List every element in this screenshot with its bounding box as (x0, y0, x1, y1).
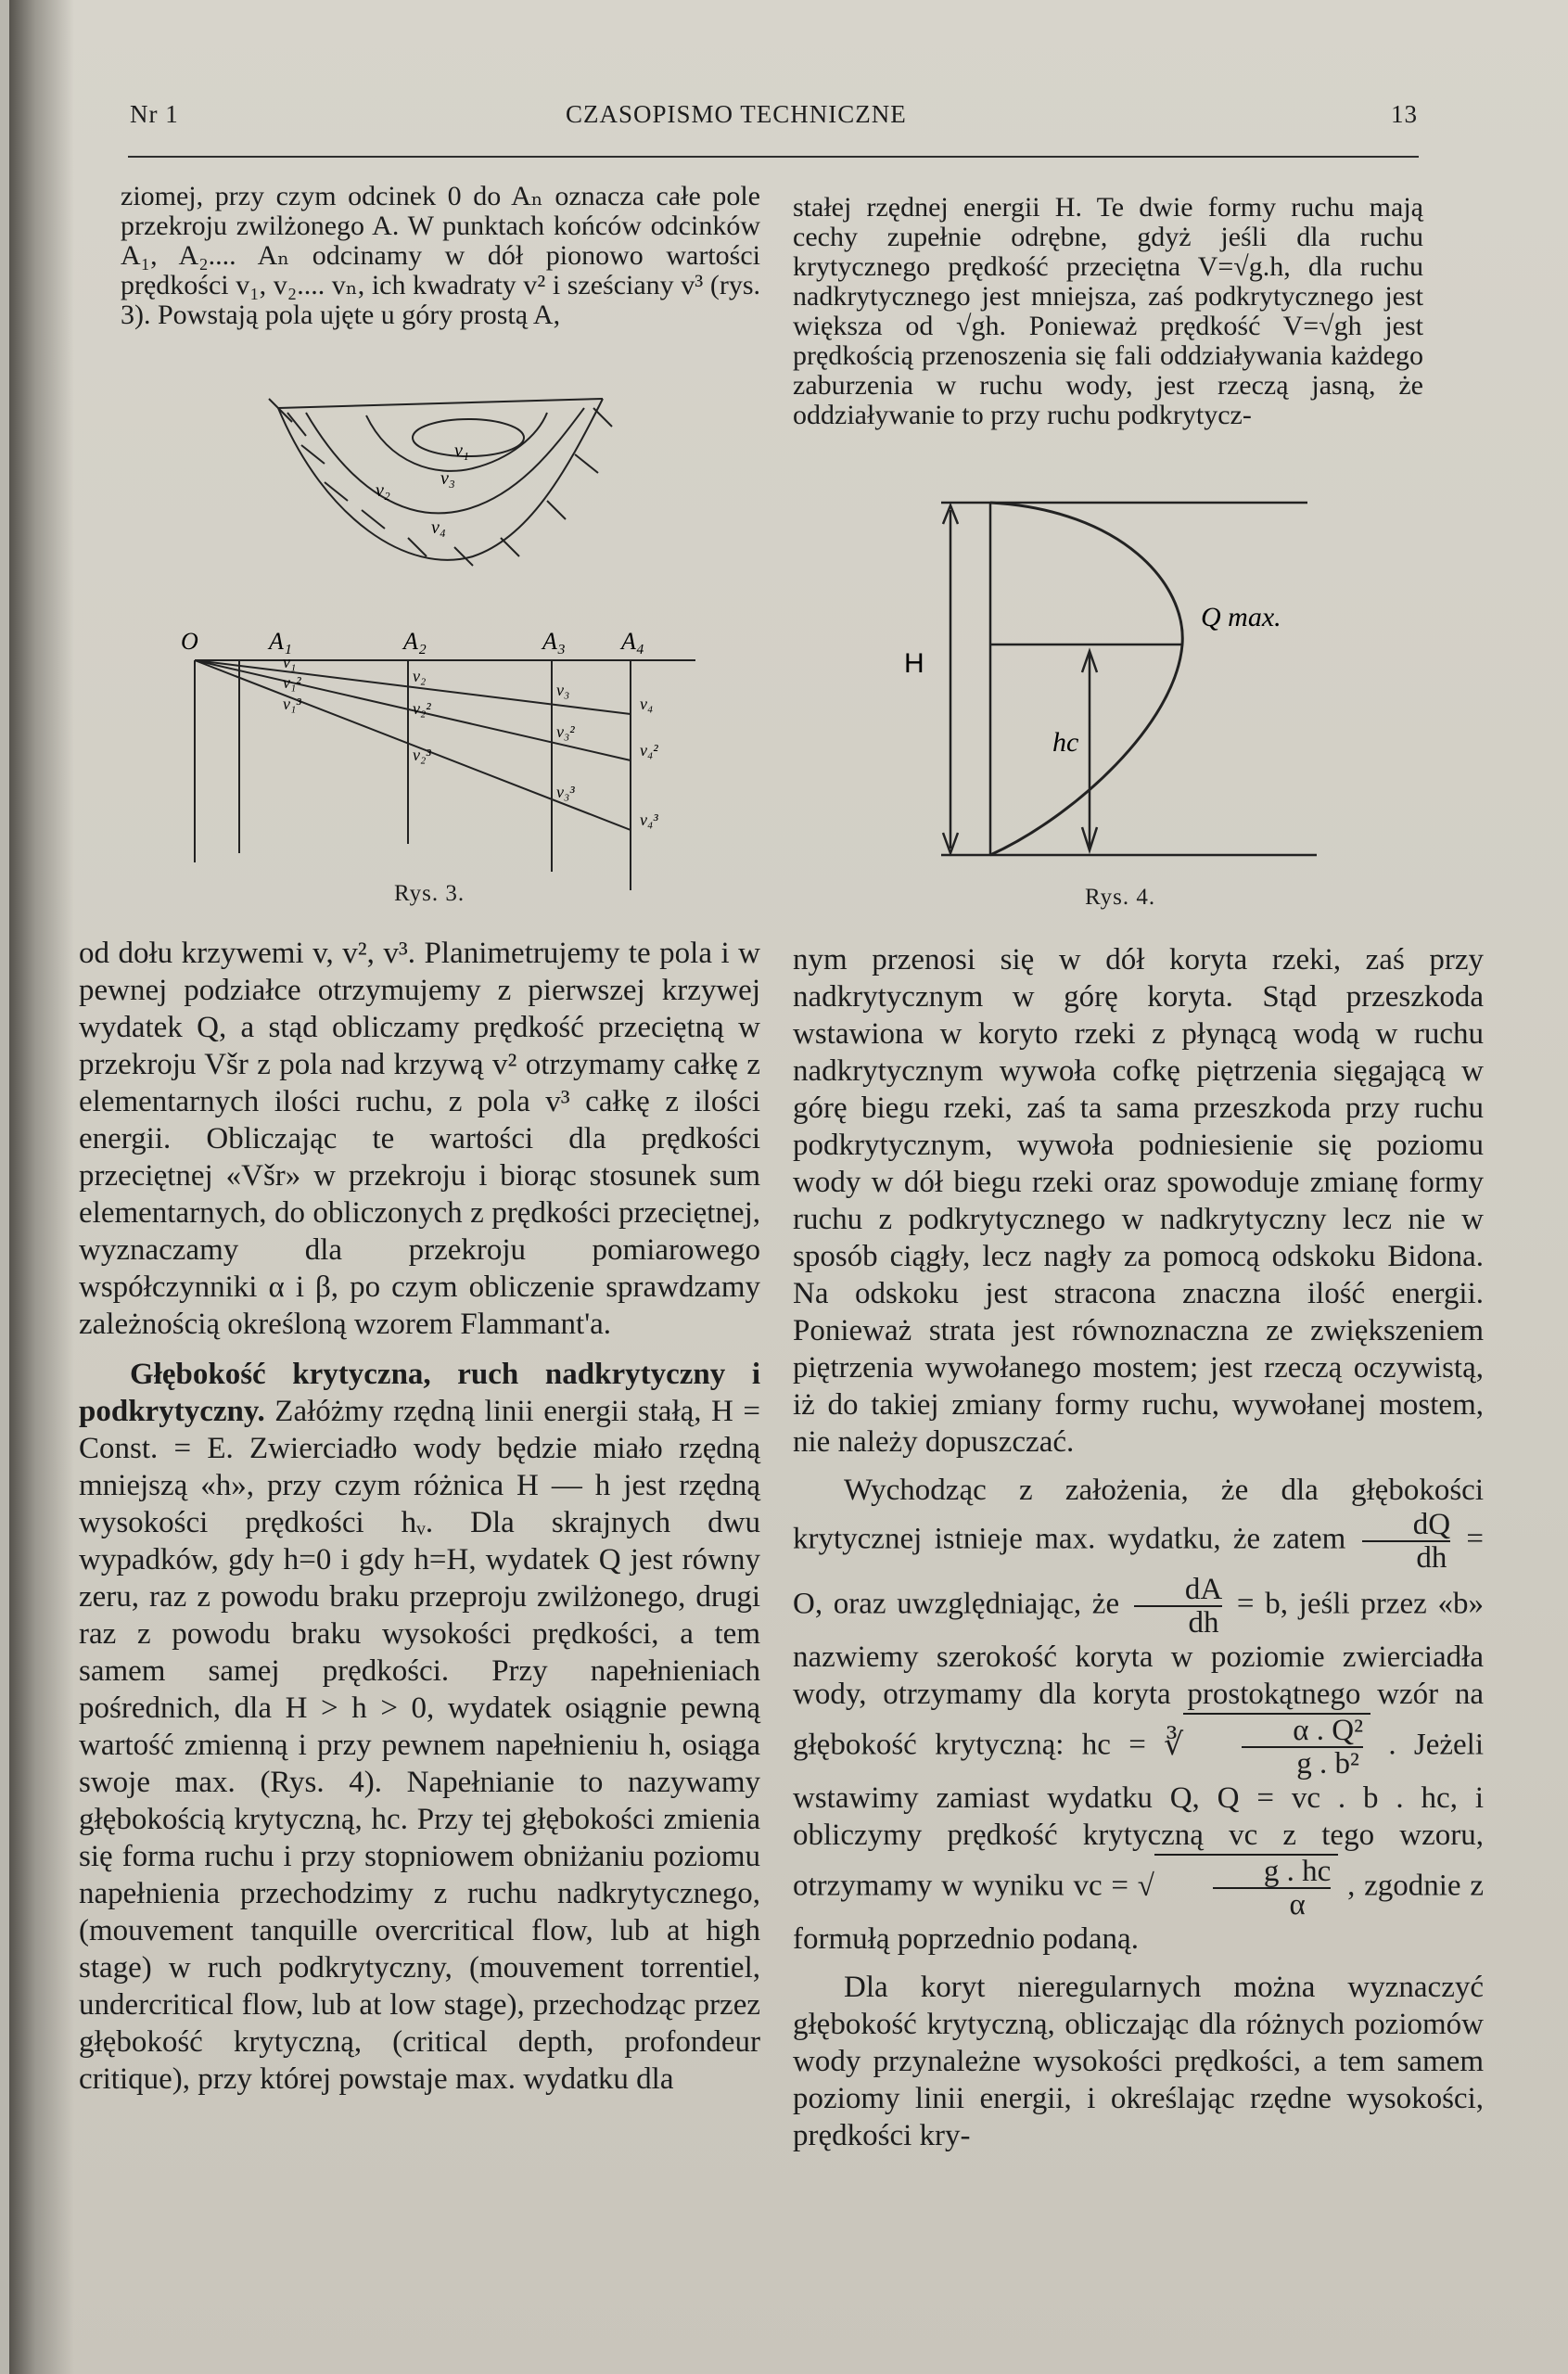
paragraph-text: . Jeżeli wstawimy zamiast wydatku Q, Q = vc . b . hc, i obliczymy prędkość krytyczną vc z tego wzoru, otrzymamy w wyniku vc = (793, 1728, 1485, 1903)
section-label: v₂ (376, 480, 390, 501)
paragraph: od dołu krzywemi v, v², v³. Planimetrujemy te pola i w pewnej podziałce otrzymujemy z pierwszej krzywej wydatek Q, a stąd obliczamy prędkość przeciętną w przekroju Všr z pola nad krzywą v² otrzymamy całkę z elementarnych ilości ruchu, z pola v³ całkę z ilości energii. Obliczając te wartości dla prędkości przeciętnej «Všr» w przekroju i biorąc stosunek sum elementarnych, do obliczonych z prędkości przeciętnej, wyznaczamy dla przekroju pomiarowego współczynniki α i β, po czym obliczenie sprawdzamy zależnością określoną wzorem Flammant'a. (79, 937, 760, 1341)
paragraph: stałej rzędnej energii H. Te dwie formy ruchu mają cechy zupełnie odrębne, gdyż jeśli dla ruchu krytycznego prędkość przeciętna V=√g.h, dla ruchu nadkrytycznego jest mniejsza, zaś podkrytycznego jest większa od √gh. Ponieważ prędkość V=√gh jest prędkością przenoszenia się fali oddziaływania każdego zaburzenia w ruchu wody, jest rzeczą jasną, że oddziaływanie to przy ruchu podkrytycz- (793, 192, 1423, 430)
fraction-den: dh (1188, 1606, 1219, 1640)
binding-shadow (9, 0, 74, 2374)
v3-label: v₂³ (413, 746, 431, 764)
fraction (1213, 1856, 1331, 1921)
paragraph: Dla koryt nieregularnych można wyznaczyć głębokość krytyczną, obliczając dla różnych poziomów wody przynależne wysokości prędkości, a tem samem poziomy linii energii, i określając rzędne wysokości, prędkości kry- (793, 1971, 1484, 2152)
paragraph-text: Załóżmy rzędną linii energii stałą, H = Const. = E. Zwierciadło wody będzie miało rzędną mniejszą «h», przy czym różnica H — h jest rzędną wysokości prędkości hᵥ. Dla skrajnych dwu wypadków, gdy h=0 i gdy h=H, wydatek Q jest równy zeru, raz z powodu braku przeproju zwilżonego, drugi raz z powodu braku wysokości prędkości, a tem samem samej prędkości. Przy napełnieniach pośrednich, dla H > h > 0, wydatek osiągnie pewną wartość zmienną i przy pewnem napełnieniu h, osiąga swoje max. (Rys. 4). Napełnianie to nazywamy głębokością krytyczną, hc. Przy tej głębokości zmienia się forma ruchu i przy stopniowem obniżaniu poziomu napełnienia przechodzimy z ruchu nadkrytycznego, (mouvement tanquille overcritical flow, lub at high stage) w ruch podkrytyczny, (mouvement torrentiel, undercritical flow, lub at low stage), przechodząc przez głębokość krytyczną, (critical depth, profondeur critique), przy której powstaje max. wydatku dla (79, 1395, 760, 2096)
fraction (1242, 1715, 1363, 1780)
journal-title: CZASOPISMO TECHNICZNE (566, 100, 907, 128)
figure-4 (881, 491, 1345, 890)
v2-label: v₄² (640, 741, 658, 759)
fraction-dq-dh (1362, 1509, 1450, 1574)
v2-label: v₂² (413, 699, 431, 718)
right-col-bottom (793, 941, 1484, 2154)
fraction-da-dh (1134, 1574, 1222, 1639)
fraction-num: dA (1134, 1574, 1222, 1607)
paragraph: ziomej, przy czym odcinek 0 do Aₙ oznacza całe pole przekroju zwilżonego A. W punktach końców odcinków A₁, A₂.... Aₙ odcinamy w dół pionowo wartości prędkości v₁, v₂.... vₙ, ich kwadraty v² i sześciany v³ (rys. 3). Powstają pola ujęte u góry prostą A, (121, 181, 760, 330)
v-label: v₃ (556, 681, 570, 699)
right-col-top (793, 193, 1423, 430)
section-label: v₃ (440, 468, 455, 489)
paragraph (79, 1356, 760, 2098)
axis-label-a3: A₃ (542, 628, 566, 655)
v-label: v₄ (640, 695, 654, 713)
left-col-top (121, 182, 760, 330)
axis-label-a4: A₄ (621, 628, 644, 655)
axis-label-o: O (181, 628, 198, 655)
hc-formula: ∛ $\frac{\text{α . Q²}}{\text{g . b²}}$ (1164, 1729, 1370, 1762)
figure-4-caption: Rys. 4. (1085, 885, 1156, 910)
axis-label-a2: A₂ (403, 628, 427, 655)
label-h: H (904, 648, 924, 679)
fraction-num: α . Q² (1242, 1715, 1363, 1748)
fraction-den: dh (1416, 1541, 1447, 1575)
paragraph-text: Wychodząc z założenia, że dla głębokości krytycznej istnieje max. wydatku, że zatem (793, 1474, 1484, 1556)
paragraph-text: = O, oraz uwzględniając, że (793, 1522, 1484, 1621)
v3-label: v₁³ (283, 695, 301, 713)
page (9, 0, 1568, 2374)
header-rule (128, 156, 1419, 158)
v3-label: v₄³ (640, 810, 658, 829)
v-label: v₂ (413, 667, 427, 685)
section-label: v₄ (431, 517, 446, 538)
figure-3-caption: Rys. 3. (394, 881, 465, 906)
left-col-bottom (79, 935, 760, 2098)
fraction-num: dQ (1362, 1509, 1450, 1542)
axis-label-a1: A₁ (269, 628, 292, 655)
vc-formula: √ $\frac{g . hc}{\alpha}$ (1138, 1870, 1339, 1903)
v2-label: v₃² (556, 722, 575, 741)
v-label: v₁ (283, 653, 297, 671)
section-heading: Głębokość krytyczna, ruch nadkrytyczny i podkrytyczny. (79, 1358, 760, 1428)
label-hc: hc (1052, 727, 1079, 758)
paragraph (793, 1472, 1484, 1958)
fraction-num: g . hc (1213, 1856, 1331, 1889)
page-number: 13 (1391, 100, 1418, 128)
fraction-den: g . b² (1296, 1747, 1359, 1780)
v2-label: v₁² (283, 673, 301, 692)
figure-3 (176, 371, 733, 890)
section-label: v₁ (454, 440, 469, 461)
v3-label: v₃³ (556, 783, 575, 801)
paragraph-text: , zgodnie z formułą poprzednio podaną. (793, 1869, 1485, 1956)
fraction-den: α (1289, 1888, 1306, 1921)
paragraph: nym przenosi się w dół koryta rzeki, zaś przy nadkrytycznym w górę koryta. Stąd przeszkoda wstawiona w koryto rzeki z płynącą wodą w ruchu nadkrytycznym wywoła cofkę piętrzenia sięgającą w górę biegu rzeki, zaś ta sama przeszkoda przy ruchu podkrytycznym, wywoła podniesienie się poziomu wody w dół biegu rzeki oraz spowoduje zmianę formy ruchu z podkrytycznego w nadkrytyczny lecz nie w sposób ciągły, lecz nagły za pomocą odskoku Bidona. Na odskoku jest stracona znaczna ilość energii. Ponieważ strata jest równoznaczna ze zwiększeniem piętrzenia wywołanego mostem; jest rzeczą oczywistą, iż do takiej zmiany formy ruchu, wywołanej mostem, nie należy dopuszczać. (793, 943, 1484, 1459)
label-qmax: Q max. (1201, 602, 1281, 632)
issue-number: Nr 1 (130, 100, 179, 128)
paragraph-text: = b, jeśli przez «b» nazwiemy szerokość koryta w poziomie zwierciadła wody, otrzymamy dla koryta prostokątnego wzór na głębokość krytyczną: hc = (793, 1587, 1485, 1762)
